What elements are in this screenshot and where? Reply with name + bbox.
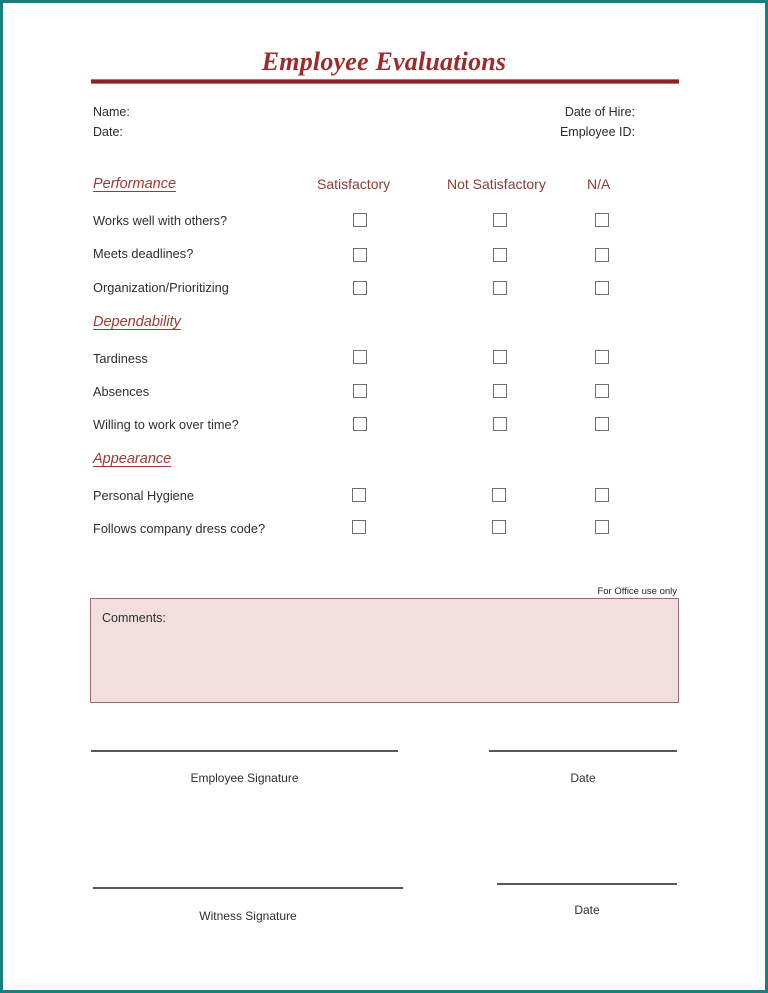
witness-signature-line[interactable] xyxy=(93,887,403,889)
employee-date-caption: Date xyxy=(570,771,596,785)
employee-signature-line[interactable] xyxy=(91,750,398,752)
checkbox-na[interactable] xyxy=(595,488,609,502)
checkbox-not-satisfactory[interactable] xyxy=(493,350,507,364)
checkbox-na[interactable] xyxy=(595,248,609,262)
checkbox-na[interactable] xyxy=(595,281,609,295)
checkbox-na[interactable] xyxy=(595,384,609,398)
checkbox-satisfactory[interactable] xyxy=(353,350,367,364)
witness-date-line[interactable] xyxy=(497,883,677,885)
witness-date-caption: Date xyxy=(574,903,600,917)
name-label: Name: xyxy=(93,105,130,119)
employee-date-line[interactable] xyxy=(489,750,677,752)
question-label: Meets deadlines? xyxy=(93,246,194,261)
checkbox-satisfactory[interactable] xyxy=(353,417,367,431)
section-heading-appearance: Appearance xyxy=(93,451,172,467)
checkbox-not-satisfactory[interactable] xyxy=(492,488,506,502)
checkbox-not-satisfactory[interactable] xyxy=(493,417,507,431)
date-label: Date: xyxy=(93,125,123,139)
question-label: Organization/Prioritizing xyxy=(93,280,229,295)
checkbox-not-satisfactory[interactable] xyxy=(493,384,507,398)
form-sheet xyxy=(3,3,765,990)
column-header-not-satisfactory: Not Satisfactory xyxy=(447,176,546,192)
question-label: Follows company dress code? xyxy=(93,521,266,536)
title-divider xyxy=(91,79,679,84)
column-header-na: N/A xyxy=(587,176,611,192)
employee-id-label: Employee ID: xyxy=(559,125,635,139)
checkbox-na[interactable] xyxy=(595,350,609,364)
checkbox-not-satisfactory[interactable] xyxy=(493,213,507,227)
checkbox-satisfactory[interactable] xyxy=(352,520,366,534)
question-label: Tardiness xyxy=(93,351,148,366)
date-of-hire-label: Date of Hire: xyxy=(564,105,635,119)
question-label: Willing to work over time? xyxy=(93,417,239,432)
checkbox-na[interactable] xyxy=(595,213,609,227)
section-heading-dependability: Dependability xyxy=(93,314,181,330)
question-label: Personal Hygiene xyxy=(93,488,195,503)
checkbox-not-satisfactory[interactable] xyxy=(493,281,507,295)
comments-box[interactable] xyxy=(90,598,679,703)
witness-signature-caption: Witness Signature xyxy=(199,909,297,923)
checkbox-satisfactory[interactable] xyxy=(353,248,367,262)
checkbox-na[interactable] xyxy=(595,520,609,534)
page-title: Employee Evaluations xyxy=(261,47,507,76)
column-header-satisfactory: Satisfactory xyxy=(317,176,391,192)
checkbox-satisfactory[interactable] xyxy=(353,213,367,227)
section-heading-performance: Performance xyxy=(93,176,177,192)
office-use-note: For Office use only xyxy=(597,586,677,597)
checkbox-not-satisfactory[interactable] xyxy=(493,248,507,262)
employee-signature-caption: Employee Signature xyxy=(190,771,299,785)
question-label: Absences xyxy=(93,384,150,399)
checkbox-na[interactable] xyxy=(595,417,609,431)
comments-label: Comments: xyxy=(102,611,166,625)
checkbox-satisfactory[interactable] xyxy=(352,488,366,502)
checkbox-satisfactory[interactable] xyxy=(353,384,367,398)
question-label: Works well with others? xyxy=(93,213,228,228)
checkbox-not-satisfactory[interactable] xyxy=(492,520,506,534)
checkbox-satisfactory[interactable] xyxy=(353,281,367,295)
